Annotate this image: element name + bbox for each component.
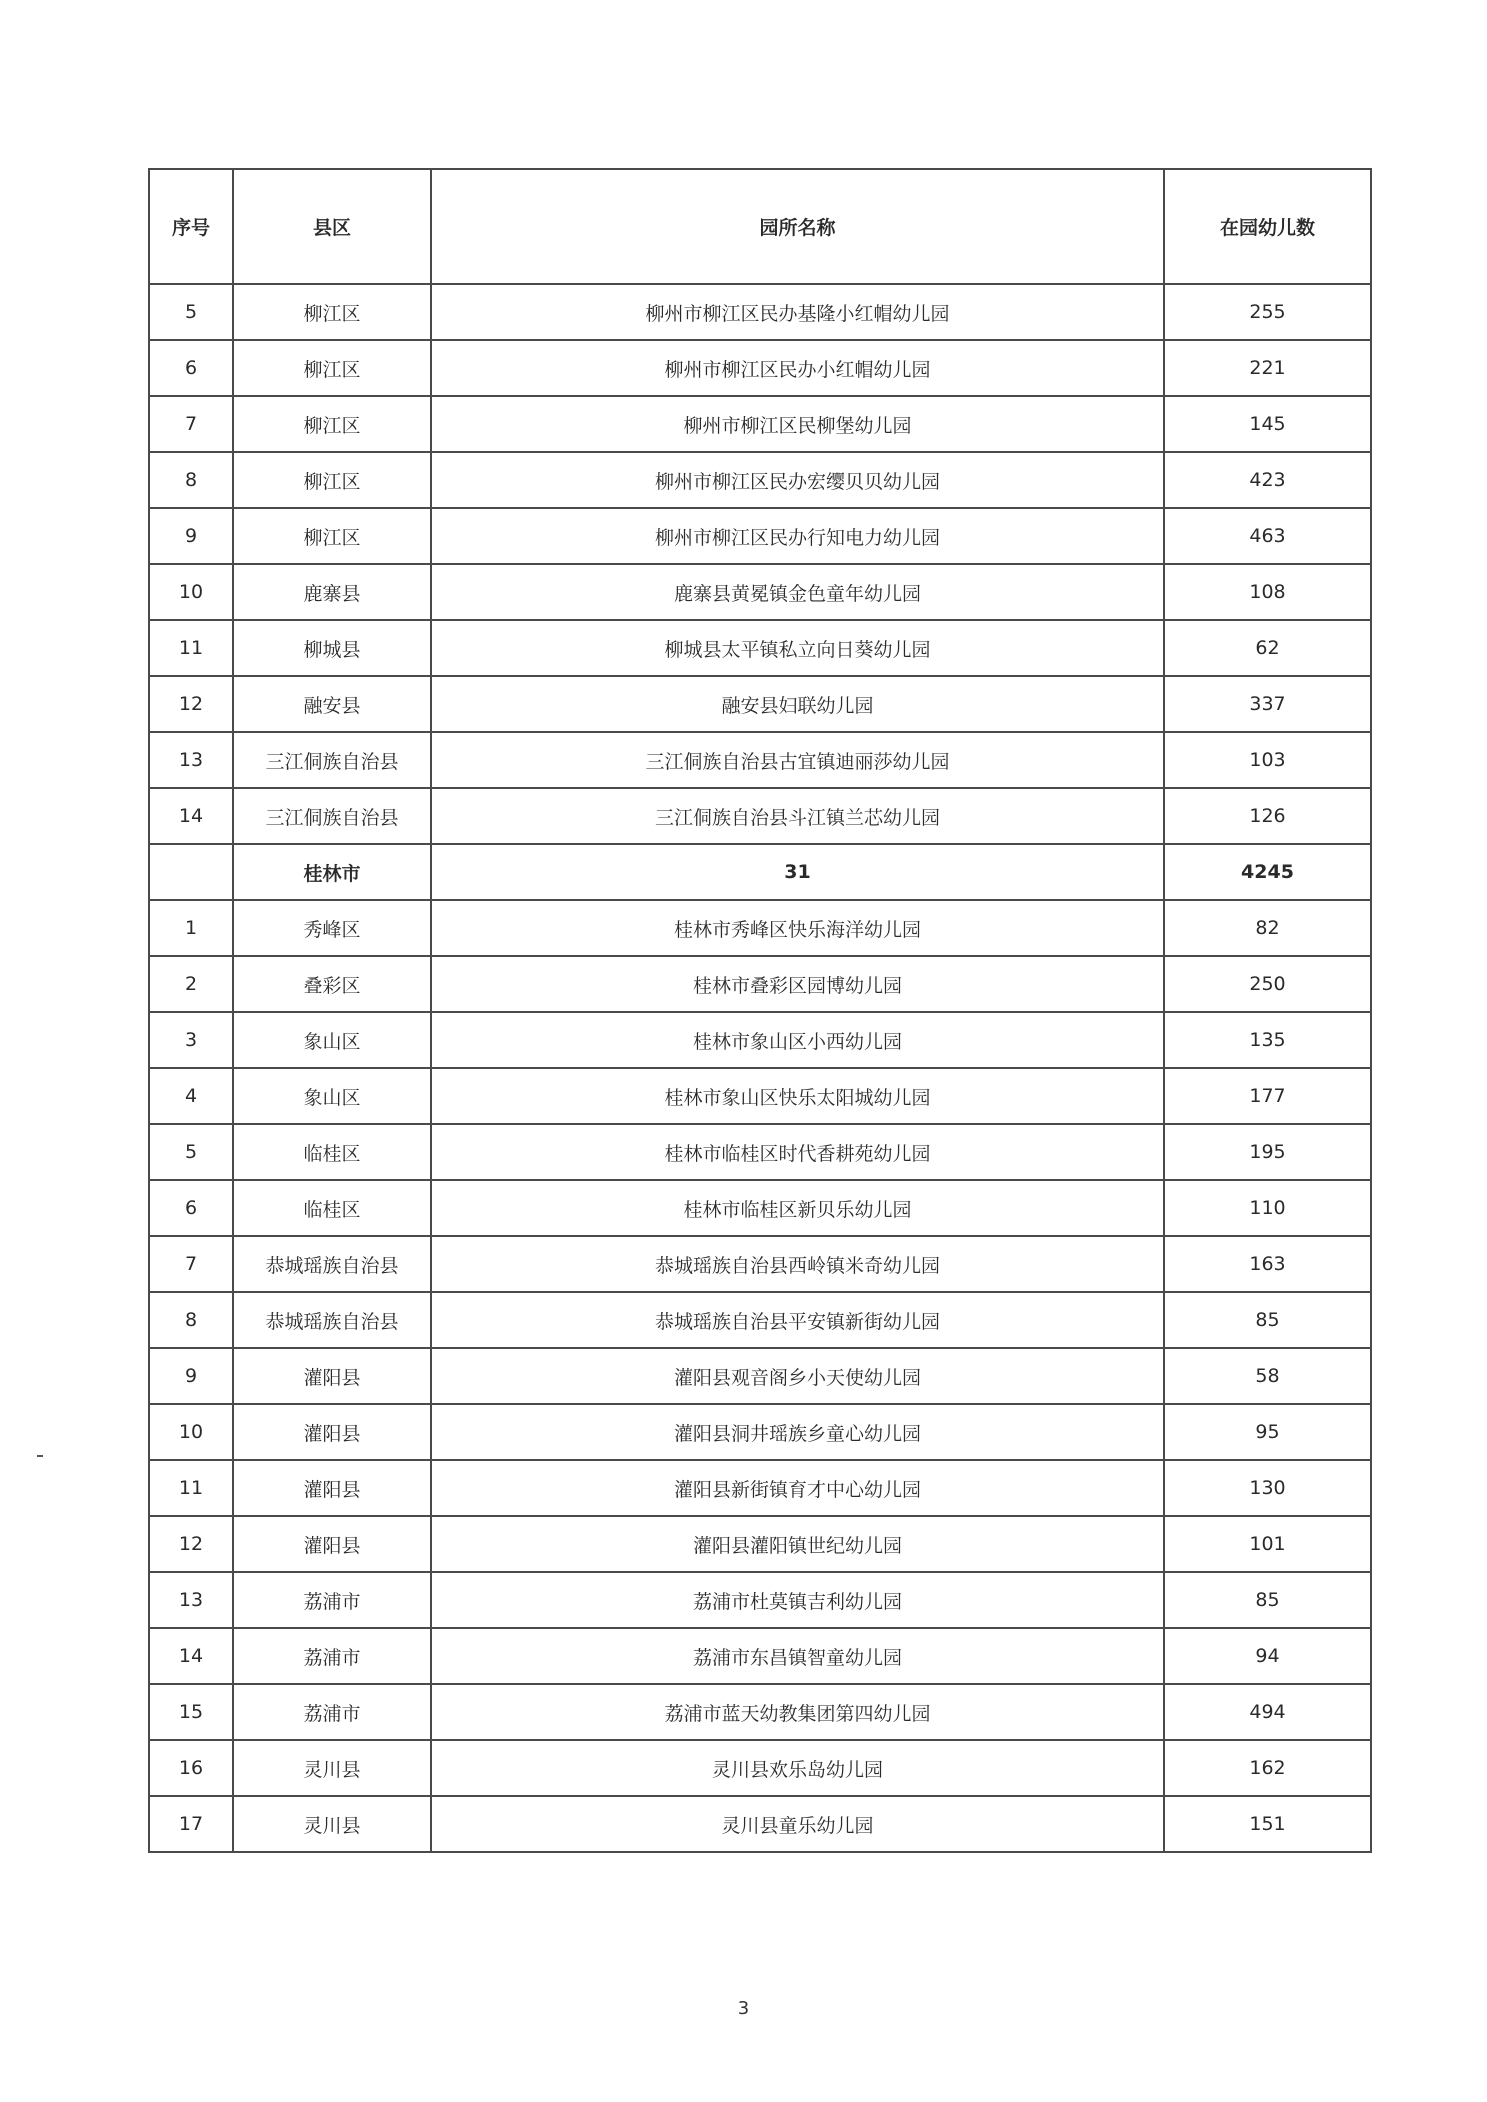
cell-seq [149, 844, 233, 900]
cell-count: 103 [1164, 732, 1371, 788]
cell-name: 灵川县欢乐岛幼儿园 [431, 1740, 1164, 1796]
cell-name: 桂林市临桂区新贝乐幼儿园 [431, 1180, 1164, 1236]
cell-count: 4245 [1164, 844, 1371, 900]
cell-count: 177 [1164, 1068, 1371, 1124]
cell-count: 255 [1164, 284, 1371, 340]
cell-county: 恭城瑶族自治县 [233, 1292, 431, 1348]
cell-name: 柳州市柳江区民办行知电力幼儿园 [431, 508, 1164, 564]
cell-name: 荔浦市杜莫镇吉利幼儿园 [431, 1572, 1164, 1628]
cell-county: 临桂区 [233, 1180, 431, 1236]
cell-count: 108 [1164, 564, 1371, 620]
cell-seq: 10 [149, 1404, 233, 1460]
cell-seq: 2 [149, 956, 233, 1012]
cell-seq: 15 [149, 1684, 233, 1740]
table-row [149, 1012, 1371, 1068]
cell-seq: 13 [149, 1572, 233, 1628]
page-number: 3 [737, 1998, 750, 2019]
cell-name: 融安县妇联幼儿园 [431, 676, 1164, 732]
cell-count: 221 [1164, 340, 1371, 396]
cell-count: 130 [1164, 1460, 1371, 1516]
cell-seq: 4 [149, 1068, 233, 1124]
cell-county: 荔浦市 [233, 1684, 431, 1740]
table-row [149, 956, 1371, 1012]
table-row [149, 1572, 1371, 1628]
cell-seq: 9 [149, 1348, 233, 1404]
cell-name: 灌阳县洞井瑶族乡童心幼儿园 [431, 1404, 1164, 1460]
cell-count: 463 [1164, 508, 1371, 564]
table-row [149, 284, 1371, 340]
cell-seq: 12 [149, 1516, 233, 1572]
cell-name: 柳州市柳江区民办宏缨贝贝幼儿园 [431, 452, 1164, 508]
table-row [149, 340, 1371, 396]
cell-county: 柳江区 [233, 340, 431, 396]
cell-count: 494 [1164, 1684, 1371, 1740]
cell-seq: 5 [149, 1124, 233, 1180]
cell-count: 85 [1164, 1572, 1371, 1628]
cell-seq: 7 [149, 1236, 233, 1292]
cell-seq: 7 [149, 396, 233, 452]
cell-county: 灌阳县 [233, 1348, 431, 1404]
cell-seq: 6 [149, 1180, 233, 1236]
cell-seq: 14 [149, 1628, 233, 1684]
cell-county: 象山区 [233, 1068, 431, 1124]
cell-county: 灌阳县 [233, 1404, 431, 1460]
table-row [149, 1180, 1371, 1236]
cell-name: 鹿寨县黄冕镇金色童年幼儿园 [431, 564, 1164, 620]
cell-county: 三江侗族自治县 [233, 732, 431, 788]
cell-seq: 16 [149, 1740, 233, 1796]
header-county: 县区 [233, 169, 431, 284]
cell-count: 195 [1164, 1124, 1371, 1180]
table-row [149, 396, 1371, 452]
cell-count: 151 [1164, 1796, 1371, 1852]
cell-county: 临桂区 [233, 1124, 431, 1180]
cell-count: 85 [1164, 1292, 1371, 1348]
cell-name: 灌阳县新街镇育才中心幼儿园 [431, 1460, 1164, 1516]
cell-name: 灌阳县观音阁乡小天使幼儿园 [431, 1348, 1164, 1404]
table-row [149, 1516, 1371, 1572]
table-header-row [149, 169, 1371, 284]
cell-county: 象山区 [233, 1012, 431, 1068]
table-row [149, 1460, 1371, 1516]
cell-seq: 17 [149, 1796, 233, 1852]
cell-county: 荔浦市 [233, 1628, 431, 1684]
cell-county: 叠彩区 [233, 956, 431, 1012]
cell-seq: 8 [149, 1292, 233, 1348]
cell-county: 灌阳县 [233, 1460, 431, 1516]
cell-seq: 3 [149, 1012, 233, 1068]
table-row [149, 732, 1371, 788]
subtotal-row [149, 844, 1371, 900]
cell-name: 柳州市柳江区民办基隆小红帽幼儿园 [431, 284, 1164, 340]
cell-name: 柳城县太平镇私立向日葵幼儿园 [431, 620, 1164, 676]
cell-name: 31 [431, 844, 1164, 900]
cell-seq: 11 [149, 620, 233, 676]
cell-seq: 11 [149, 1460, 233, 1516]
table-row [149, 508, 1371, 564]
cell-count: 58 [1164, 1348, 1371, 1404]
cell-seq: 6 [149, 340, 233, 396]
cell-name: 灵川县童乐幼儿园 [431, 1796, 1164, 1852]
scan-mark [37, 1455, 43, 1457]
cell-county: 荔浦市 [233, 1572, 431, 1628]
cell-count: 337 [1164, 676, 1371, 732]
table-row [149, 1628, 1371, 1684]
table-row [149, 564, 1371, 620]
cell-name: 桂林市秀峰区快乐海洋幼儿园 [431, 900, 1164, 956]
cell-county: 秀峰区 [233, 900, 431, 956]
cell-county: 桂林市 [233, 844, 431, 900]
cell-name: 桂林市象山区小西幼儿园 [431, 1012, 1164, 1068]
cell-count: 126 [1164, 788, 1371, 844]
cell-county: 柳江区 [233, 508, 431, 564]
cell-seq: 12 [149, 676, 233, 732]
cell-name: 桂林市叠彩区园博幼儿园 [431, 956, 1164, 1012]
header-seq: 序号 [149, 169, 233, 284]
cell-county: 融安县 [233, 676, 431, 732]
cell-name: 三江侗族自治县斗江镇兰芯幼儿园 [431, 788, 1164, 844]
kindergarten-table [148, 168, 1372, 1853]
cell-count: 94 [1164, 1628, 1371, 1684]
table-body [149, 284, 1371, 1852]
cell-county: 恭城瑶族自治县 [233, 1236, 431, 1292]
cell-seq: 1 [149, 900, 233, 956]
table-row [149, 1796, 1371, 1852]
table-row [149, 1292, 1371, 1348]
cell-county: 灵川县 [233, 1740, 431, 1796]
cell-seq: 8 [149, 452, 233, 508]
cell-county: 柳江区 [233, 396, 431, 452]
cell-county: 灵川县 [233, 1796, 431, 1852]
cell-count: 163 [1164, 1236, 1371, 1292]
cell-count: 62 [1164, 620, 1371, 676]
cell-seq: 14 [149, 788, 233, 844]
cell-count: 101 [1164, 1516, 1371, 1572]
cell-seq: 13 [149, 732, 233, 788]
table-row [149, 676, 1371, 732]
table-row [149, 1404, 1371, 1460]
cell-name: 柳州市柳江区民柳堡幼儿园 [431, 396, 1164, 452]
cell-name: 三江侗族自治县古宜镇迪丽莎幼儿园 [431, 732, 1164, 788]
table-row [149, 1740, 1371, 1796]
cell-name: 恭城瑶族自治县平安镇新街幼儿园 [431, 1292, 1164, 1348]
table-row [149, 788, 1371, 844]
table-row [149, 1068, 1371, 1124]
table-row [149, 900, 1371, 956]
cell-count: 250 [1164, 956, 1371, 1012]
header-count: 在园幼儿数 [1164, 169, 1371, 284]
cell-county: 柳江区 [233, 452, 431, 508]
cell-name: 荔浦市蓝天幼教集团第四幼儿园 [431, 1684, 1164, 1740]
table-row [149, 620, 1371, 676]
cell-count: 95 [1164, 1404, 1371, 1460]
table-row [149, 1236, 1371, 1292]
cell-name: 荔浦市东昌镇智童幼儿园 [431, 1628, 1164, 1684]
header-name: 园所名称 [431, 169, 1164, 284]
cell-seq: 5 [149, 284, 233, 340]
cell-name: 灌阳县灌阳镇世纪幼儿园 [431, 1516, 1164, 1572]
cell-name: 桂林市临桂区时代香耕苑幼儿园 [431, 1124, 1164, 1180]
cell-count: 145 [1164, 396, 1371, 452]
cell-name: 桂林市象山区快乐太阳城幼儿园 [431, 1068, 1164, 1124]
cell-county: 鹿寨县 [233, 564, 431, 620]
cell-count: 110 [1164, 1180, 1371, 1236]
cell-name: 柳州市柳江区民办小红帽幼儿园 [431, 340, 1164, 396]
cell-county: 柳江区 [233, 284, 431, 340]
cell-county: 柳城县 [233, 620, 431, 676]
cell-county: 三江侗族自治县 [233, 788, 431, 844]
cell-count: 162 [1164, 1740, 1371, 1796]
table-row [149, 1348, 1371, 1404]
cell-count: 82 [1164, 900, 1371, 956]
table-row [149, 1684, 1371, 1740]
cell-seq: 10 [149, 564, 233, 620]
table-row [149, 1124, 1371, 1180]
cell-county: 灌阳县 [233, 1516, 431, 1572]
table-row [149, 452, 1371, 508]
cell-count: 135 [1164, 1012, 1371, 1068]
cell-seq: 9 [149, 508, 233, 564]
cell-count: 423 [1164, 452, 1371, 508]
cell-name: 恭城瑶族自治县西岭镇米奇幼儿园 [431, 1236, 1164, 1292]
